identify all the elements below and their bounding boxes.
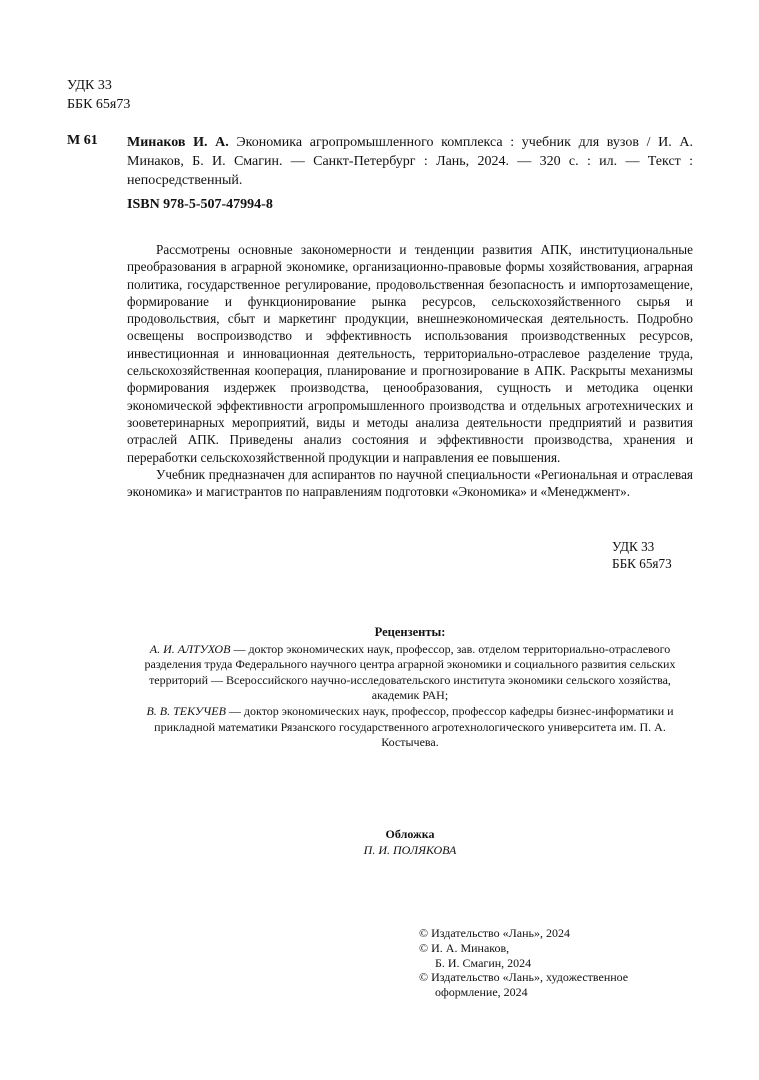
cover-credit bbox=[127, 826, 693, 858]
reviewer-2-name: В. В. ТЕКУЧЕВ bbox=[146, 703, 226, 718]
reviewer-1-name: А. И. АЛТУХОВ bbox=[149, 641, 231, 656]
bibliographic-record bbox=[127, 133, 693, 190]
copyright-line: Б. И. Смагин, 2024 bbox=[435, 955, 532, 970]
udk-code: УДК 33 bbox=[67, 78, 112, 93]
author-mark: М 61 bbox=[67, 133, 98, 148]
copyright-line: © Издательство «Лань», 2024 bbox=[419, 926, 570, 940]
classification-codes-bottom bbox=[612, 538, 672, 572]
classification-codes-top bbox=[67, 76, 130, 114]
reviewer-2-credentials: — доктор экономических наук, профессор, профессор кафедры бизнес-информатики и прикладной математики Рязанского государственного агротехнологического университета им. П. А. Костычева. bbox=[154, 703, 674, 750]
annotation-paragraph-2: Учебник предназначен для аспирантов по научной специальности «Региональная и отраслевая экономика» и магистрантов по направлениям подготовки «Экономика» и «Менеджмент». bbox=[127, 466, 693, 500]
cover-heading: Обложка bbox=[385, 827, 435, 841]
reviewer-2 bbox=[127, 704, 693, 751]
reviewers-block bbox=[127, 625, 693, 751]
bibliographic-description: Экономика агропромышленного комплекса : учебник для вузов / И. А. Минаков, Б. И. Смагин. — Санкт-Петербург : Лань, 2024. — 320 с. : ил. — Текст : непосредственный. bbox=[127, 135, 693, 188]
reviewer-1-credentials: — доктор экономических наук, профессор, зав. отделом территориально-отраслевого разделения труда Федерального научного центра аграрной экономики и социального развития сельских территорий — Всероссийского научно-исследовательского института экономики сельского хозяйства, академик РАН; bbox=[144, 641, 676, 703]
annotation-paragraph-1: Рассмотрены основные закономерности и тенденции развития АПК, институциональные преобразования в аграрной экономике, организационно-правовые формы хозяйствования, аграрная политика, государственное регулирование, продовольственная безопасность и импортозамещение, формирование и функционирование рынка ресурсов, сельскохозяйственного сырья и продовольствия, сбыт и маркетинг продукции, внешнеэкономическая деятельность. Подробно освещены воспроизводство и эффективность использования производственных ресурсов, инвестиционная и инновационная деятельность, территориально-отраслевое разделение труда, сельскохозяйственная кооперация, планирование и прогнозирование в АПК. Раскрыты механизмы формирования издержек производства, ценообразования, сущность и методика оценки экономической эффективности агропромышленного производства и отдельных агротехнических и зооветеринарных мероприятий, виды и методы анализа деятельности предприятий и развития отраслей АПК. Приведены анализ состояния и эффективности производства, хранения и переработки сельскохозяйственной продукции и направления ее повышения. bbox=[127, 242, 693, 465]
bbk-code: ББК 65я73 bbox=[612, 556, 672, 571]
copyright-line: оформление, 2024 bbox=[435, 985, 528, 1000]
copyright-line: © Издательство «Лань», художественное bbox=[419, 970, 629, 985]
isbn: ISBN 978-5-507-47994-8 bbox=[127, 197, 273, 212]
annotation bbox=[127, 241, 693, 500]
copyright-block bbox=[419, 926, 628, 1000]
cover-designer: П. И. ПОЛЯКОВА bbox=[363, 843, 457, 857]
copyright-line: © И. А. Минаков, bbox=[419, 940, 510, 955]
author-name: Минаков И. А. bbox=[127, 135, 229, 150]
bbk-code: ББК 65я73 bbox=[67, 97, 131, 112]
udk-code: УДК 33 bbox=[612, 539, 655, 554]
reviewer-1 bbox=[127, 642, 693, 704]
reviewers-heading: Рецензенты: bbox=[374, 625, 446, 639]
